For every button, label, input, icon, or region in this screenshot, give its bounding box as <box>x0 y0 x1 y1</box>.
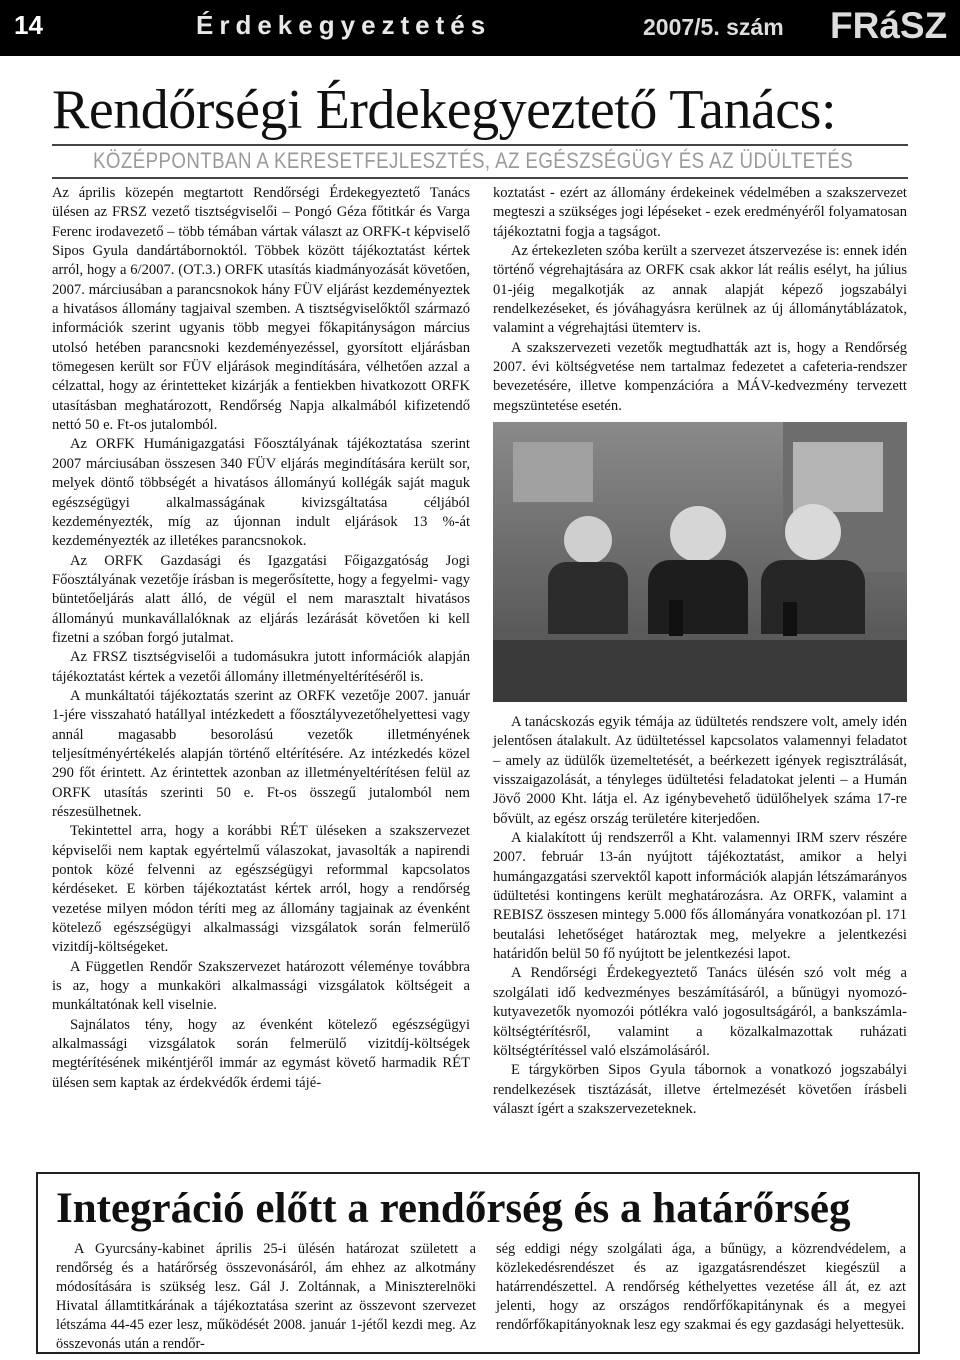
paragraph: A szakszervezeti vezetők megtudhatták azt is, hogy a Rendőrség 2007. évi költségvetése nem tartalmaz fedezetet a cafeteria-rendszer bevezetésére, illetve kompenzációra a MÁV-kedvezmény tervezett megszüntetése esetén. <box>493 339 907 414</box>
paragraph: Sajnálatos tény, hogy az évenként kötelező egészségügyi alkalmassági vizsgálatok során felmerülő vizitdíj-költségek megtérítésének mikéntjéről immár az egymást követő harmadik RÉT ülésen sem kaptak az érdekvédők érdemi tájé- <box>52 1016 470 1091</box>
paragraph: koztatást - ezért az állomány érdekeinek védelmében a szakszervezet megteszi a szükséges jogi lépéseket - ezek eredményéről folyamatosan tájékoztatni fogja a tagságot. <box>493 185 907 240</box>
article-column-right-top <box>493 184 907 416</box>
paragraph: A munkáltatói tájékoztatás szerint az ORFK vezetője 2007. január 1-jére visszaható hatállyal intézkedett a főosztályvezetőhelyettesi vagy annál magasabb besorolású vezetők illetményének teljesítményértékelés alapján történő eltérítésére. Az intézkedés közel 290 főt érintett. Az érintettek azonban az illetményeltérítésen felül az ORFK utasítás szerinti 50 e. Ft-os összegű jutalomból nem részesülhetnek. <box>52 687 470 820</box>
paragraph: A tanácskozás egyik témája az üdültetés rendszere volt, amely idén jelentősen átalakult. Az üdültetéssel kapcsolatos valamennyi feladatot – amely az üdülők üzemeltetését, a beérkezett igények regisztrálását, visszaigazolását, a tényleges üdültetési feladatokat jelenti – a Humán Jövő 2000 Kht. látja el. Az igénybevehető üdülőhelyek száma 17-re bővült, az egész ország területére kiterjedően. <box>493 714 907 827</box>
box-column-left <box>56 1240 476 1354</box>
news-box <box>36 1172 920 1354</box>
paragraph: A Gyurcsány-kabinet április 25-i ülésén határozat született a rendőrség és a határőrség összevonásáról, ám ehhez az alkotmány módosítására is szükség lesz. Gál J. Zoltánnak, a Miniszterelnöki Hivatal államtitkárának a tájékoztatása szerint az összevont szervezet létszáma 44-45 ezer lesz, működését 2008. január 1-jétől kezdi meg. Az összevonás után a rendőr- <box>56 1241 476 1352</box>
paragraph: Az FRSZ tisztségviselői a tudomásukra jutott információk alapján tájékoztatást kértek a vezetői állomány illetményeltérítéséről is. <box>52 649 470 685</box>
box-column-right <box>496 1240 906 1335</box>
paragraph: A Rendőrségi Érdekegyeztető Tanács ülésén szó volt még a szolgálati idő kedvezményes beszámításáról, a bűnügyi nyomozó-kutyavezetők nyomozói pótlékra való jogosultságáról, a bankszámla-költségtérítésről, valamint a közalkalmazottak ruházati költségtérítéssel való elszámolásáról. <box>493 965 907 1059</box>
article-column-right-bottom <box>493 713 907 1119</box>
page-header <box>0 0 960 56</box>
issue-label: 2007/5. szám <box>643 14 784 40</box>
paragraph: A Független Rendőr Szakszervezet határozott véleménye továbbra is az, hogy a munkaköri alkalmassági vizsgálatok költségeit a munkáltatónak kell viselnie. <box>52 958 470 1014</box>
meeting-photo <box>493 422 907 702</box>
page-number: 14 <box>14 10 43 40</box>
section-title: Érdekegyeztetés <box>196 10 492 40</box>
brand-logo: FRáSZ <box>830 5 948 46</box>
paragraph: Az ORFK Humánigazgatási Főosztályának tájékoztatása szerint 2007 márciusában összesen 340 FÜV eljárás megindítására került sor, melyek döntő többségét a hivatásos állományú kollégák saját maguk egészségügyi alkalmasságának kivizsgáltatása céljából kezdeményezték, míg az újonnan indult eljárások 13 %-át kezdeményezték az illetékes parancsnokok. <box>52 436 470 550</box>
box-title: Integráció előtt a rendőrség és a határőrség <box>56 1185 851 1232</box>
paragraph: Az értekezleten szóba került a szervezet átszervezése is: ennek idén történő végrehajtására az ORFK csak akkor lát reális esélyt, ha július 01-jéig megalkotják az annak alapját képező jogszabályi rendelkezéseket, és jóváhagyásra kerülnek az új állománytáblázatok, valamint a végrehajtási ütemterv is. <box>493 243 907 337</box>
paragraph: E tárgykörben Sipos Gyula tábornok a vonatkozó jogszabályi rendelkezések tisztázását, illetve értelmezését követően írásbeli választ ígért a szakszervezeteknek. <box>493 1062 907 1117</box>
paragraph: Az ORFK Gazdasági és Igazgatási Főigazgatóság Jogi Főosztályának vezetője írásban is megerősítette, hogy a fegyelmi- vagy büntetőeljárás alatt álló, de végül el nem marasztalt hivatásos állományú munkavállalóknak az eljárás lezárását követően ki kell fizetni a szóban forgó jutalmat. <box>52 552 470 646</box>
meeting-photo-image <box>493 422 907 702</box>
paragraph: Tekintettel arra, hogy a korábbi RÉT üléseken a szakszervezet képviselői nem kaptak egyértelmű válaszokat, javasolták a napirendi pontok közé felvenni az egészségügyi reformmal kapcsolatos kérdéseket. E körben tájékoztatást kértek arról, hogy a rendőrség vezetése milyen módon téríti meg az állomány tagjainak az évenként kötelező egészségügyi alkalmassági vizsgálatok során felmerülő vizitdíj-költségeket. <box>52 823 470 956</box>
subtitle-rule <box>52 177 908 179</box>
title-rule <box>52 144 908 146</box>
article-title: Rendőrségi Érdekegyeztető Tanács: <box>52 79 837 141</box>
paragraph: Az április közepén megtartott Rendőrségi Érdekegyeztető Tanács ülésen az FRSZ vezető tisztségviselői – Pongó Géza főtitkár és Varga Ferenc irodavezető – több témában vártak választ az ORFK-t képviselő Sipos Gyula dandártábornoktól. Többek között tájékoztatást kértek arról, hogy a 6/2007. (OT.3.) ORFK utasítás kiadmányozását követően, 2007. márciusában a parancsnokok hány FÜV eljárást kezdeményeztek a hivatásos állomány tagjaival szemben. A tisztségviselőktől származó információk szerint ugyanis több megyei főkapitányságon március utolsó hetében parancsnoki kezdeményezéssel, gyorsított eljárásban tömegesen került sor FÜV eljárások megindítására, vélhetően azzal a célzattal, hogy az érintetteket kizárják a fentiekben hivatkozott ORFK utasításban meghatározott, Rendőrség Napja alkalmából kifizetendő nettó 50 e. Ft-os jutalomból. <box>52 185 470 434</box>
article-subtitle: KÖZÉPPONTBAN A KERESETFEJLESZTÉS, AZ EGÉSZSÉGÜGY ÉS AZ ÜDÜLTETÉS <box>93 148 854 173</box>
paragraph: ség eddigi négy szolgálati ága, a bűnügy, a közrendvédelem, a közlekedésrendészet és az igazgatásrendészet kiegészül a határrendészettel. A rendőrség kéthelyettes vezetése áll át, ez azt jelenti, hogy az országos rendőrfőkapitánynak és a megyei rendőrfőkapitányoknak lesz egy szakmai és egy gazdasági helyettesük. <box>496 1241 906 1333</box>
paragraph: A kialakított új rendszerről a Kht. valamennyi IRM szerv részére 2007. február 13-án nyújtott tájékoztatást, amikor a helyi humángazgatási szervektől kapott információk alapján létszámarányos üdültetési kontingens került meghatározásra. Az ORFK, valamint a REBISZ összesen mintegy 5.000 fős állományára vonatkozóan pl. 171 beutalási lehetőséget határoztak meg, melyekre a jelentkezési határidőn belül 50 fő nyújtott be jelentkezési lapot. <box>493 830 907 963</box>
article-column-left <box>52 184 470 1093</box>
